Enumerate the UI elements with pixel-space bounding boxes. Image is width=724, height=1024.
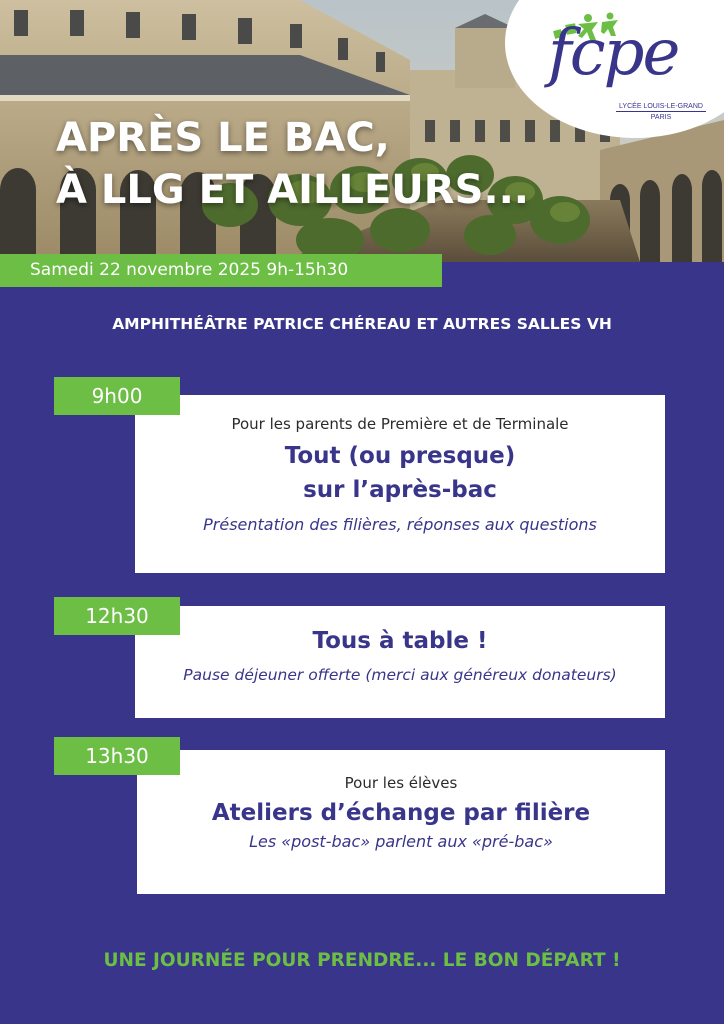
hero-photo (0, 0, 724, 262)
session-time-3 (54, 737, 180, 775)
event-date-band (0, 254, 442, 287)
event-venue: AMPHITHÉÂTRE PATRICE CHÉREAU ET AUTRES SALLES VH (112, 315, 612, 333)
session-title: Tous à table ! (312, 628, 488, 654)
fcpe-logo (548, 10, 703, 125)
logo-wordmark: fcpe (548, 16, 679, 90)
session-title-line1: Tout (ou presque) (284, 443, 516, 469)
logo-subtitle-city: PARIS (650, 114, 672, 121)
logo-subtitle (616, 102, 706, 122)
session-time-2 (54, 597, 180, 635)
session-title: Ateliers d’échange par filière (211, 800, 591, 826)
session-time-label: 13h30 (85, 744, 149, 768)
session-title-line2: sur l’après-bac (303, 477, 497, 503)
session-card-2 (135, 606, 665, 718)
session-audience: Pour les élèves (344, 774, 458, 792)
session-audience: Pour les parents de Première et de Terminale (231, 415, 569, 433)
event-title (56, 112, 529, 216)
session-description: Présentation des filières, réponses aux questions (203, 515, 597, 534)
session-time-label: 9h00 (91, 384, 143, 408)
session-card-1 (135, 395, 665, 573)
session-title (135, 439, 665, 507)
session-card-3 (137, 750, 665, 894)
session-description: Pause déjeuner offerte (merci aux généreux donateurs) (183, 666, 617, 684)
event-title-line2: À LLG ET AILLEURS... (56, 167, 529, 213)
session-time-1 (54, 377, 180, 415)
session-description: Les «post-bac» parlent aux «pré-bac» (249, 832, 553, 851)
footer-tagline: UNE JOURNÉE POUR PRENDRE... LE BON DÉPART ! (103, 950, 621, 971)
logo-subtitle-school: LYCÉE LOUIS-LE-GRAND (616, 102, 706, 112)
event-title-line1: APRÈS LE BAC, (56, 115, 390, 161)
event-date: Samedi 22 novembre 2025 9h-15h30 (30, 260, 349, 280)
session-time-label: 12h30 (85, 604, 149, 628)
